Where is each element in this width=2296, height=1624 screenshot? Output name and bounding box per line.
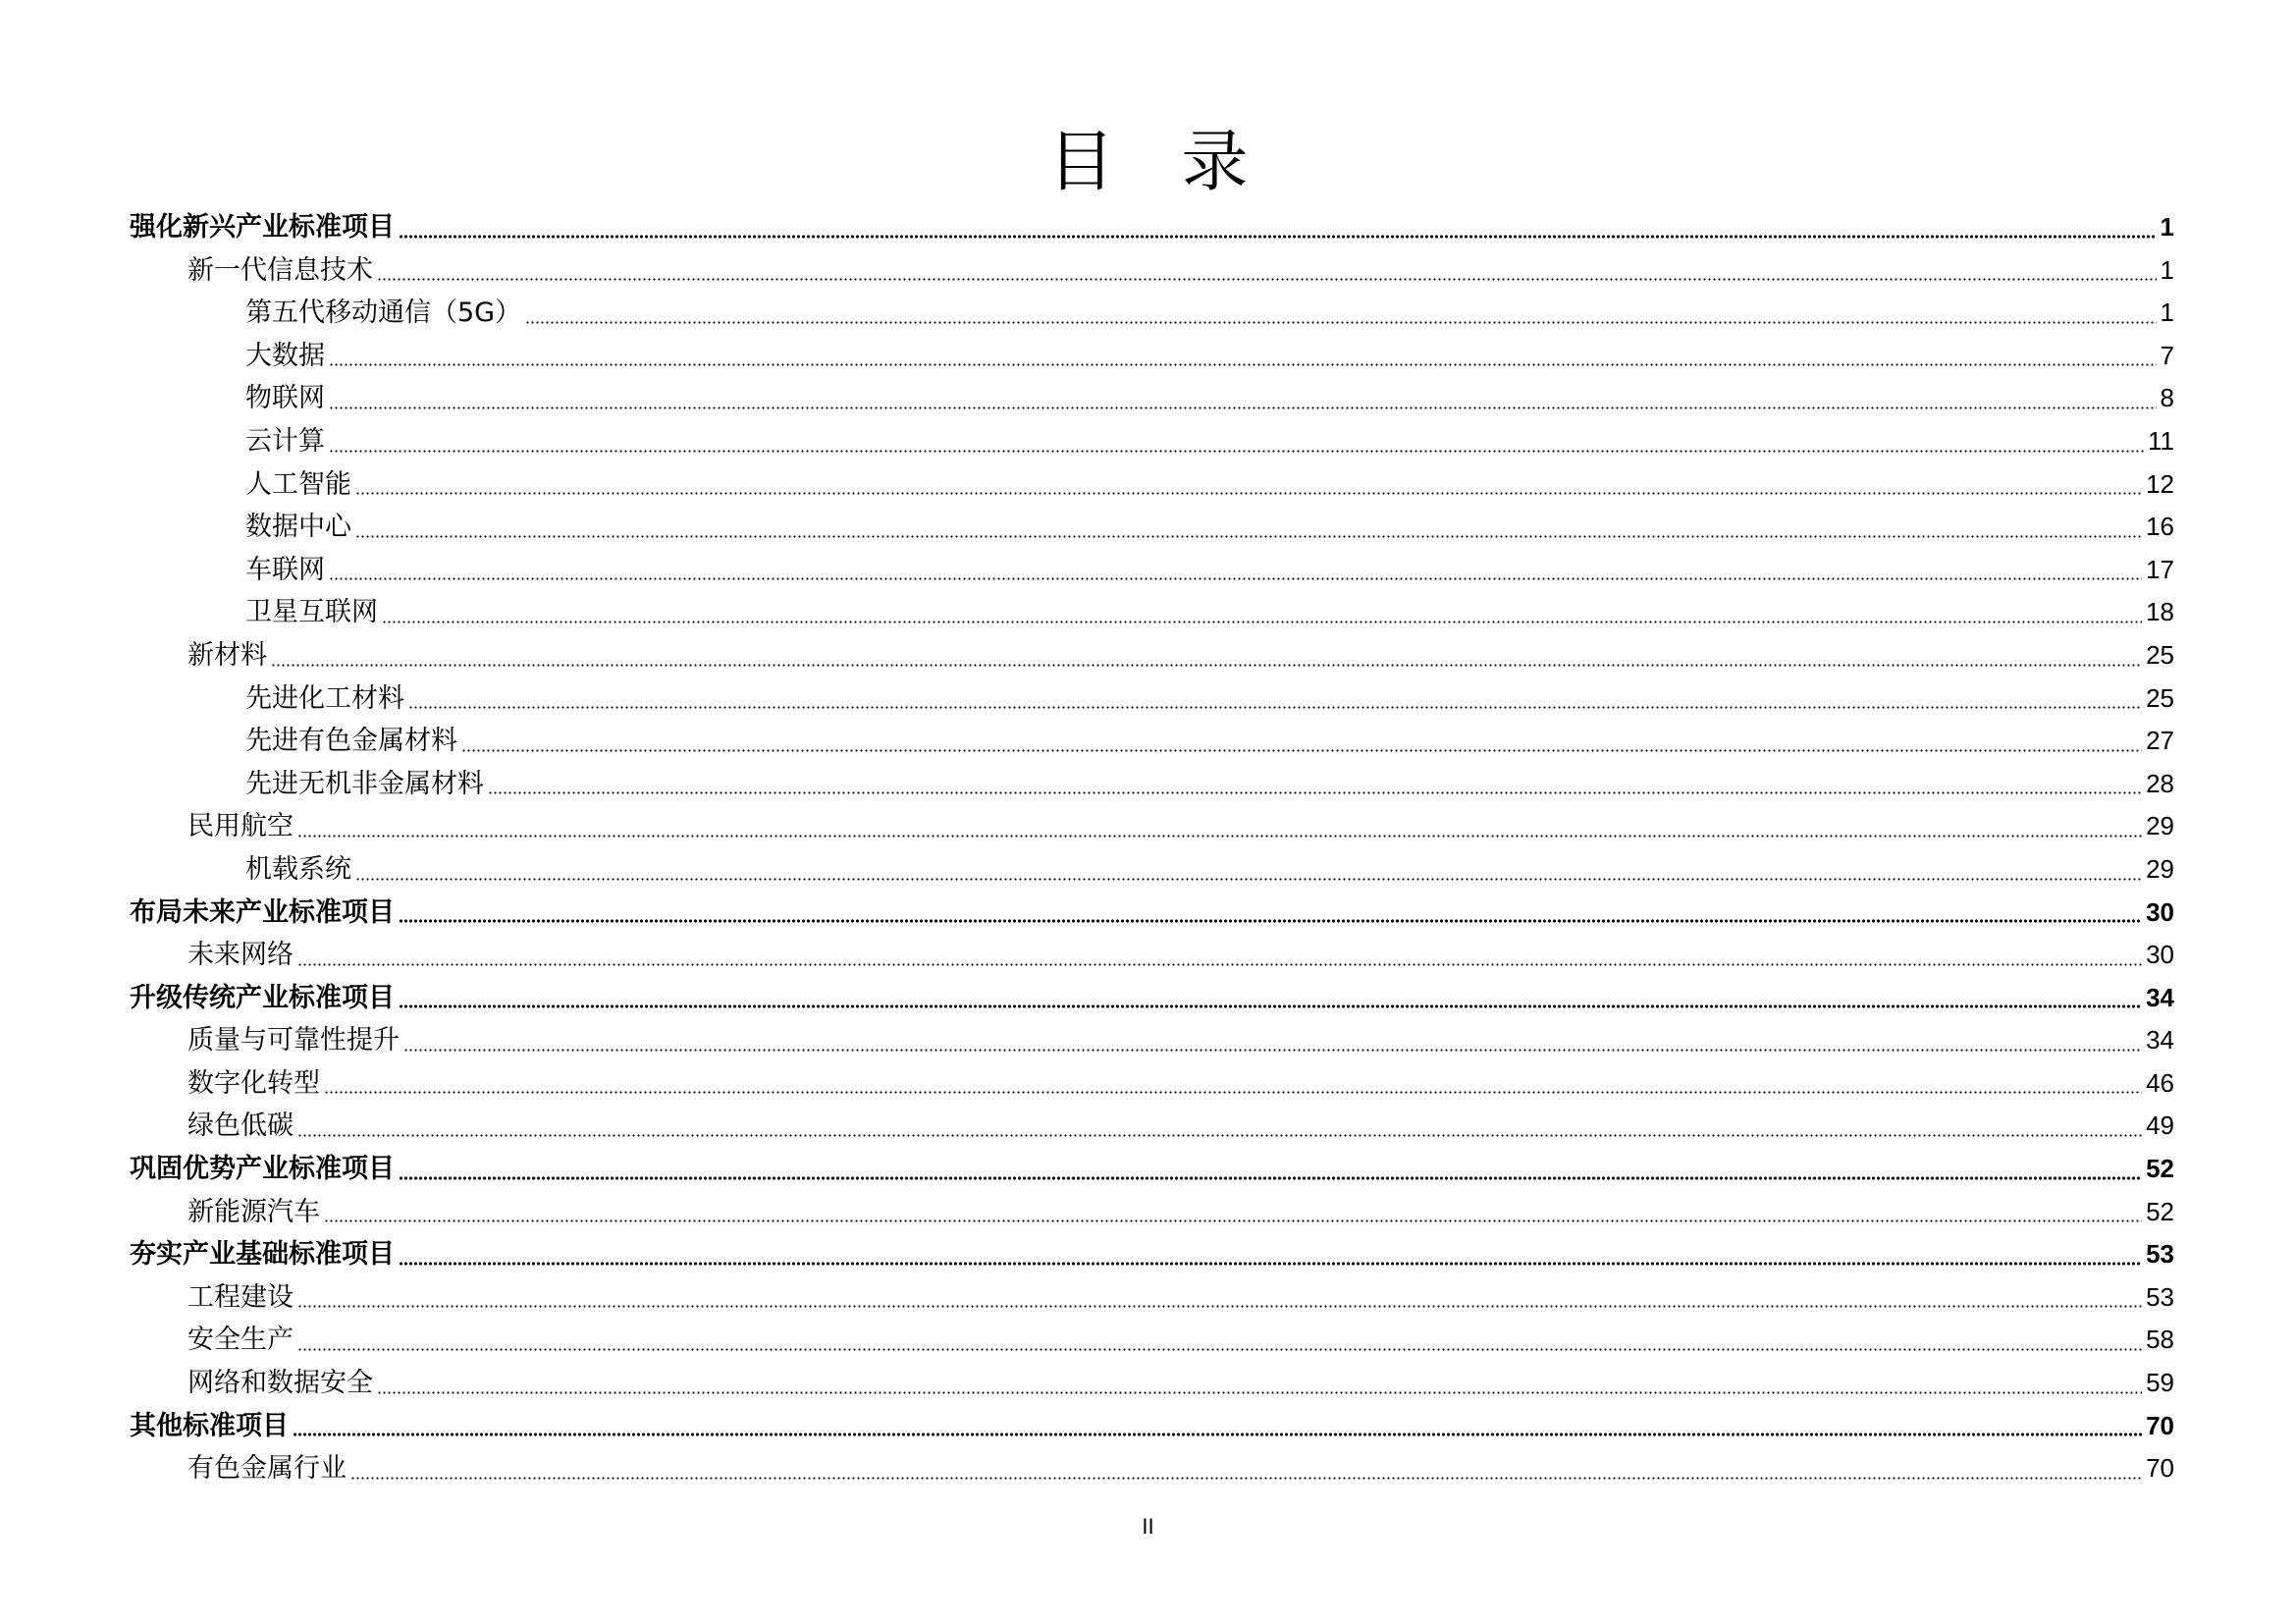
toc-entry-label: 新一代信息技术: [187, 254, 373, 286]
toc-entry-label: 卫星互联网: [245, 597, 378, 628]
toc-entry-label: 安全生产: [187, 1325, 294, 1356]
toc-entry-page-number: 70: [2146, 1410, 2174, 1440]
toc-dot-leader: [324, 1091, 2142, 1094]
toc-dot-leader: [297, 835, 2142, 838]
toc-entry-page-number: 25: [2146, 682, 2174, 713]
toc-dot-leader: [399, 1176, 2142, 1180]
toc-entry-label: 工程建设: [187, 1281, 294, 1313]
toc-entry-label: 其他标准项目: [130, 1410, 289, 1441]
toc-entry-level-3[interactable]: [130, 848, 2174, 892]
toc-dot-leader: [329, 363, 2157, 366]
toc-entry-label: 有色金属行业: [187, 1453, 347, 1485]
toc-entry-label: 先进化工材料: [245, 682, 404, 714]
toc-entry-level-3[interactable]: [130, 549, 2174, 592]
toc-dot-leader: [399, 1262, 2142, 1266]
toc-entry-level-3[interactable]: [130, 463, 2174, 507]
toc-entry-level-2[interactable]: [130, 1062, 2174, 1106]
toc-entry-level-3[interactable]: [130, 292, 2174, 335]
toc-entry-level-1[interactable]: [130, 892, 2174, 935]
toc-entry-page-number: 46: [2146, 1067, 2174, 1098]
toc-entry-level-1[interactable]: [130, 977, 2174, 1020]
toc-entry-level-2[interactable]: [130, 634, 2174, 677]
toc-entry-page-number: 30: [2146, 940, 2174, 970]
toc-entry-level-2[interactable]: [130, 1019, 2174, 1062]
toc-entry-level-2[interactable]: [130, 249, 2174, 293]
toc-entry-label: 车联网: [245, 554, 325, 585]
toc-dot-leader: [355, 492, 2142, 495]
toc-dot-leader: [461, 749, 2142, 752]
toc-entry-label: 升级传统产业标准项目: [130, 982, 395, 1013]
toc-entry-page-number: 53: [2146, 1239, 2174, 1270]
toc-entry-label: 物联网: [245, 383, 325, 414]
toc-entry-level-3[interactable]: [130, 377, 2174, 420]
toc-entry-page-number: 12: [2146, 468, 2174, 499]
toc-entry-page-number: 53: [2146, 1281, 2174, 1312]
toc-entry-level-2[interactable]: [130, 1276, 2174, 1320]
toc-title: 目 录: [1047, 124, 1249, 201]
toc-entry-page-number: 1: [2160, 254, 2174, 285]
toc-entry-level-1[interactable]: [130, 206, 2174, 249]
toc-dot-leader: [297, 1134, 2142, 1137]
toc-dot-leader: [382, 621, 2142, 623]
toc-entry-level-3[interactable]: [130, 720, 2174, 763]
toc-entry-label: 绿色低碳: [187, 1110, 294, 1142]
toc-dot-leader: [408, 706, 2142, 709]
toc-entry-label: 质量与可靠性提升: [187, 1025, 400, 1056]
toc-entry-label: 数字化转型: [187, 1067, 320, 1099]
toc-entry-page-number: 58: [2146, 1325, 2174, 1355]
toc-entry-label: 新能源汽车: [187, 1196, 320, 1227]
toc-dot-leader: [350, 1477, 2142, 1480]
toc-entry-page-number: 29: [2146, 853, 2174, 884]
toc-entry-page-number: 17: [2146, 554, 2174, 584]
toc-entry-label: 先进无机非金属材料: [245, 768, 484, 799]
toc-entry-label: 人工智能: [245, 468, 351, 500]
toc-entry-page-number: 30: [2146, 896, 2174, 927]
toc-dot-leader: [399, 235, 2157, 239]
toc-dot-leader: [329, 577, 2142, 580]
toc-entry-level-3[interactable]: [130, 677, 2174, 721]
toc-dot-leader: [399, 1004, 2142, 1008]
toc-entry-page-number: 28: [2146, 768, 2174, 798]
toc-entry-level-3[interactable]: [130, 420, 2174, 463]
toc-entry-label: 强化新兴产业标准项目: [130, 212, 395, 243]
toc-entry-level-1[interactable]: [130, 1148, 2174, 1191]
toc-entry-page-number: 16: [2146, 512, 2174, 542]
toc-entry-label: 第五代移动通信（5G）: [245, 298, 522, 329]
toc-entry-label: 数据中心: [245, 512, 351, 543]
toc-entry-page-number: 49: [2146, 1110, 2174, 1141]
toc-dot-leader: [271, 664, 2142, 667]
toc-dot-leader: [297, 1348, 2142, 1351]
toc-entry-label: 民用航空: [187, 811, 294, 842]
toc-entry-level-2[interactable]: [130, 1362, 2174, 1405]
toc-list: [130, 206, 2174, 1490]
toc-dot-leader: [403, 1049, 2142, 1052]
toc-entry-label: 先进有色金属材料: [245, 726, 457, 757]
toc-entry-page-number: 18: [2146, 597, 2174, 627]
toc-entry-label: 云计算: [245, 425, 325, 457]
toc-entry-label: 未来网络: [187, 940, 294, 971]
toc-entry-page-number: 27: [2146, 726, 2174, 756]
toc-entry-label: 新材料: [187, 639, 267, 671]
toc-entry-page-number: 59: [2146, 1368, 2174, 1398]
toc-dot-leader: [399, 919, 2142, 923]
toc-entry-level-2[interactable]: [130, 934, 2174, 977]
toc-entry-label: 巩固优势产业标准项目: [130, 1154, 395, 1185]
toc-entry-page-number: 11: [2148, 425, 2174, 456]
toc-entry-page-number: 52: [2146, 1154, 2174, 1184]
toc-entry-level-3[interactable]: [130, 335, 2174, 378]
toc-dot-leader: [377, 1391, 2142, 1394]
toc-dot-leader: [324, 1219, 2142, 1222]
toc-entry-page-number: 34: [2146, 982, 2174, 1012]
toc-entry-level-1[interactable]: [130, 1233, 2174, 1276]
toc-entry-label: 大数据: [245, 340, 325, 371]
toc-entry-page-number: 34: [2146, 1025, 2174, 1056]
toc-entry-page-number: 25: [2146, 639, 2174, 670]
toc-entry-page-number: 1: [2160, 298, 2174, 328]
toc-dot-leader: [355, 535, 2142, 538]
toc-entry-level-2[interactable]: [130, 805, 2174, 848]
toc-entry-level-1[interactable]: [130, 1405, 2174, 1448]
toc-entry-level-2[interactable]: [130, 1319, 2174, 1362]
toc-dot-leader: [297, 1305, 2142, 1308]
toc-entry-page-number: 8: [2160, 383, 2174, 413]
toc-entry-level-2[interactable]: [130, 1447, 2174, 1490]
toc-entry-page-number: 29: [2146, 811, 2174, 841]
toc-entry-label: 网络和数据安全: [187, 1368, 373, 1399]
page-number: II: [1142, 1514, 1154, 1539]
toc-dot-leader: [329, 406, 2157, 409]
toc-entry-page-number: 52: [2146, 1196, 2174, 1226]
toc-dot-leader: [329, 450, 2144, 453]
toc-dot-leader: [488, 791, 2142, 794]
toc-entry-page-number: 1: [2160, 212, 2174, 242]
toc-entry-level-3[interactable]: [130, 763, 2174, 806]
toc-entry-level-3[interactable]: [130, 591, 2174, 634]
toc-entry-label: 夯实产业基础标准项目: [130, 1239, 395, 1271]
toc-entry-label: 布局未来产业标准项目: [130, 896, 395, 928]
toc-dot-leader: [525, 321, 2156, 324]
toc-dot-leader: [297, 963, 2142, 966]
toc-entry-level-2[interactable]: [130, 1191, 2174, 1234]
toc-entry-page-number: 70: [2146, 1453, 2174, 1484]
toc-dot-leader: [293, 1433, 2142, 1436]
toc-dot-leader: [377, 278, 2157, 281]
toc-entry-page-number: 7: [2160, 340, 2174, 370]
toc-entry-level-2[interactable]: [130, 1105, 2174, 1148]
toc-entry-label: 机载系统: [245, 853, 351, 885]
toc-dot-leader: [355, 878, 2142, 881]
toc-entry-level-3[interactable]: [130, 506, 2174, 549]
